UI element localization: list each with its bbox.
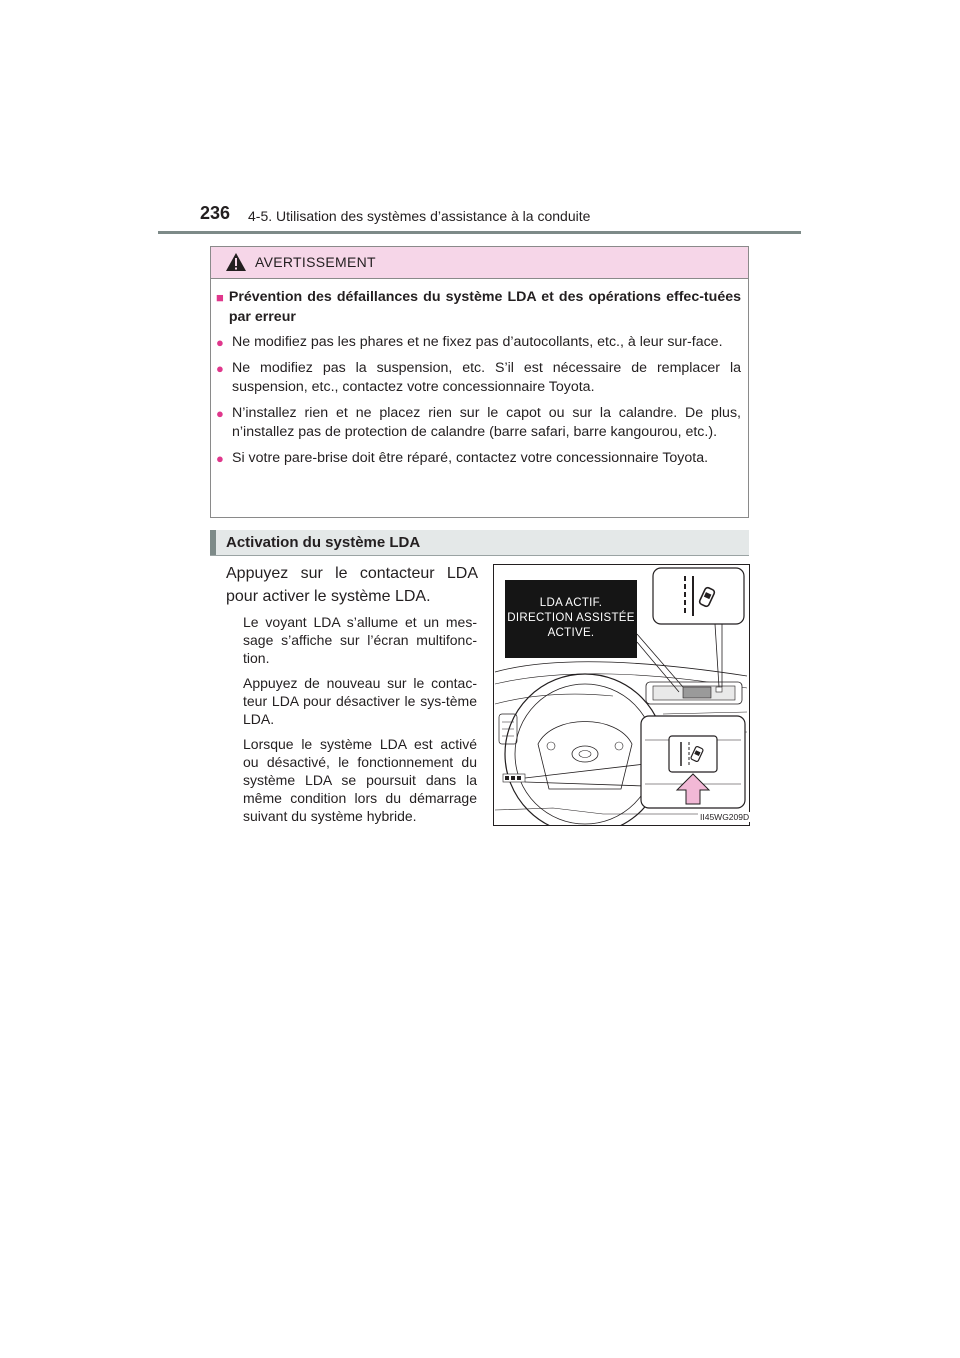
- lda-display-message: [505, 580, 637, 658]
- warning-triangle-icon: [225, 252, 247, 272]
- note-paragraph: Lorsque le système LDA est activé ou désactivé, le fonctionnement du système LDA se poursuit dans la même condition lors du démarrage suivant du système hybride.: [243, 736, 477, 824]
- warning-heading-text: Prévention des défaillances du système LDA et des opérations effec-tuées par erreur: [228, 289, 741, 325]
- note-paragraph: Le voyant LDA s’allume et un mes-sage s’affiche sur l’écran multifonc-tion.: [243, 614, 477, 666]
- notes: [243, 613, 477, 832]
- warning-heading: [216, 288, 741, 327]
- bullet-icon: ●: [216, 335, 224, 350]
- section-banner: [210, 530, 749, 556]
- warning-item: [216, 333, 741, 353]
- bullet-icon: ●: [216, 450, 224, 466]
- warning-title: AVERTISSEMENT: [255, 254, 376, 270]
- section-banner-bar: [210, 530, 216, 555]
- bullet-icon: ●: [216, 360, 224, 376]
- warning-item-text: Ne modifiez pas la suspension, etc. S’il est nécessaire de remplacer la suspension, etc., contactez votre concessionnaire Toyota.: [232, 359, 741, 395]
- warning-header: [211, 247, 748, 279]
- warning-item-text: Si votre pare-brise doit être réparé, contactez votre concessionnaire Toyota.: [232, 449, 709, 466]
- display-line: DIRECTION ASSISTÉE: [507, 612, 635, 624]
- warning-item-text: N’installez rien et ne placez rien sur le capot ou sur la calandre. De plus, n’installez pas de protection de calandre (barre safari, barre kangourou, etc.).: [232, 404, 741, 440]
- warning-box: [210, 246, 749, 518]
- section-heading: Activation du système LDA: [226, 534, 421, 551]
- note-paragraph: Appuyez de nouveau sur le contac-teur LDA pour désactiver le sys-tème LDA.: [243, 675, 477, 727]
- warning-item: [216, 449, 741, 469]
- display-line: LDA ACTIF.: [539, 597, 603, 609]
- bullet-icon: ●: [216, 405, 224, 421]
- figure-code: II45WG209D: [700, 812, 750, 822]
- square-bullet-icon: ■: [216, 290, 224, 305]
- warning-item-text: Ne modifiez pas les phares et ne fixez pas d’autocollants, etc., à leur sur-face.: [232, 334, 723, 350]
- warning-item: [216, 359, 741, 398]
- display-line: ACTIVE.: [547, 627, 595, 639]
- header-rule: [158, 231, 801, 234]
- page-number: 236: [200, 203, 231, 223]
- instruction-text: Appuyez sur le contacteur LDA pour activer le système LDA.: [226, 565, 478, 605]
- warning-item: [216, 404, 741, 443]
- running-header: 4-5. Utilisation des systèmes d’assistance à la conduite: [248, 208, 591, 224]
- warning-body: [211, 279, 748, 468]
